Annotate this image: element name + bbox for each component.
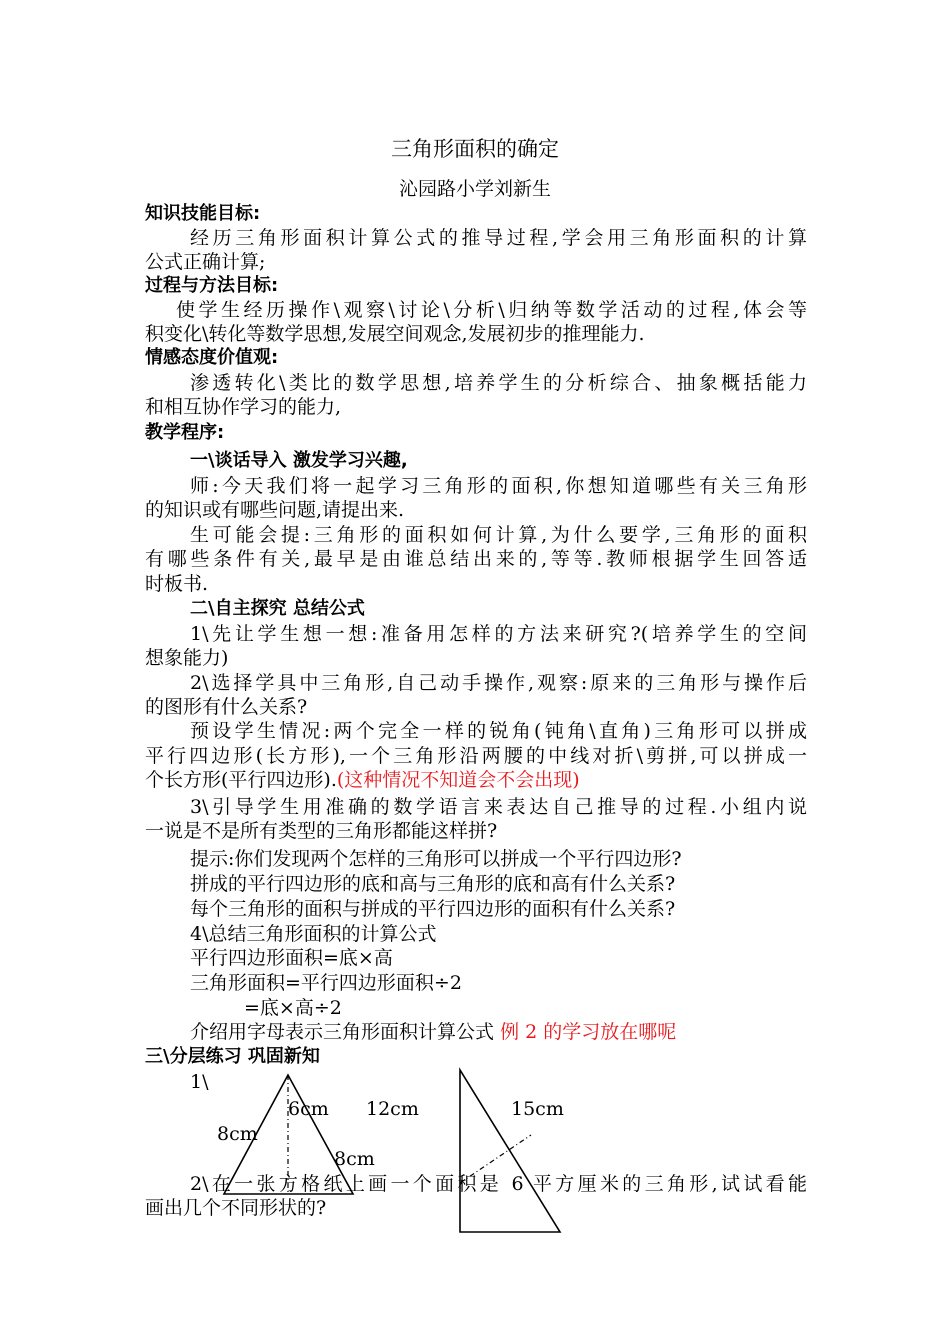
procedure-heading: 教学程序: — [145, 422, 225, 443]
section-3-heading: 三\分层练习 巩固新知 — [145, 1046, 320, 1067]
section-2-heading: 二\自主探究 总结公式 — [190, 598, 365, 619]
s1-p2-line-3: 时板书. — [145, 573, 209, 595]
doc-title: 三角形面积的确定 — [391, 137, 559, 161]
fig2-left-label: 12cm — [366, 1098, 419, 1120]
s2-item2-line-2: 的图形有什么关系? — [145, 696, 308, 718]
emotion-heading: 情感态度价值观: — [145, 347, 279, 368]
annotation-comment: (这种情况不知道会不会出现) — [336, 769, 580, 791]
fig1-height-label: 6cm — [288, 1098, 329, 1120]
emotion-line-2: 和相互协作学习的能力, — [145, 396, 342, 418]
hint-line-2: 拼成的平行四边形的底和高与三角形的底和高有什么关系? — [190, 873, 676, 895]
emotion-line-1: 渗透转化\类比的数学思想,培养学生的分析综合、抽象概括能力 — [190, 372, 807, 394]
intro-text: 介绍用字母表示三角形面积计算公式 — [190, 1021, 495, 1043]
knowledge-line-2: 公式正确计算; — [145, 251, 266, 273]
fig2-right-label: 15cm — [511, 1098, 564, 1120]
knowledge-heading: 知识技能目标: — [145, 203, 261, 224]
s2-item3-line-1: 3\引导学生用准确的数学语言来表达自己推导的过程.小组内说 — [190, 796, 807, 818]
process-line-1: 使学生经历操作\观察\讨论\分析\归纳等数学活动的过程,体会等 — [176, 299, 807, 321]
s1-p2-line-1: 生可能会提:三角形的面积如何计算,为什么要学,三角形的面积 — [190, 524, 807, 546]
question-2-line-1: 2\在一张方格纸上画一个面积是 6 平方厘米的三角形,试试看能 — [190, 1173, 807, 1195]
question-1-label: 1\ — [190, 1071, 209, 1093]
process-line-2: 积变化\转化等数学思想,发展空间观念,发展初步的推理能力. — [145, 323, 645, 345]
s2-item1-line-2: 想象能力) — [145, 647, 229, 669]
s1-p1-line-1: 师:今天我们将一起学习三角形的面积,你想知道哪些有关三角形 — [190, 475, 807, 497]
s2-item2-line-1: 2\选择学具中三角形,自己动手操作,观察:原来的三角形与操作后 — [190, 672, 807, 694]
s2-item4: 4\总结三角形面积的计算公式 — [190, 923, 437, 945]
section-1-heading: 一\谈话导入 激发学习兴趣, — [190, 450, 408, 471]
s2-item3-line-2: 一说是不是所有类型的三角形都能这样拼? — [145, 820, 498, 842]
fig1-base-label: 8cm — [334, 1148, 375, 1170]
s1-p1-line-2: 的知识或有哪些问题,请提出来. — [145, 499, 405, 521]
s2-preset-line-3-text: 个长方形(平行四边形). — [145, 769, 337, 791]
formula-3: =底×高÷2 — [244, 997, 342, 1019]
hint-line-1: 提示:你们发现两个怎样的三角形可以拼成一个平行四边形? — [190, 848, 682, 870]
annotation-note: 例 2 的学习放在哪呢 — [500, 1021, 677, 1043]
s1-p2-line-2: 有哪些条件有关,最早是由谁总结出来的,等等.教师根据学生回答适 — [145, 548, 807, 570]
doc-author: 沁园路小学刘新生 — [398, 178, 551, 200]
formula-1: 平行四边形面积=底×高 — [190, 947, 393, 969]
knowledge-line-1: 经历三角形面积计算公式的推导过程,学会用三角形面积的计算 — [190, 227, 807, 249]
s2-preset-line-2: 平行四边形(长方形),一个三角形沿两腰的中线对折\剪拼,可以拼成一 — [145, 745, 807, 767]
formula-2: 三角形面积=平行四边形面积÷2 — [190, 972, 462, 994]
question-2-line-2: 画出几个不同形状的? — [145, 1197, 327, 1219]
s2-preset-line-1: 预设学生情况:两个完全一样的锐角(钝角\直角)三角形可以拼成 — [190, 720, 807, 742]
fig1-side-label: 8cm — [217, 1123, 258, 1145]
process-heading: 过程与方法目标: — [145, 275, 279, 296]
hint-line-3: 每个三角形的面积与拼成的平行四边形的面积有什么关系? — [190, 898, 676, 920]
s2-item1-line-1: 1\先让学生想一想:准备用怎样的方法来研究?(培养学生的空间 — [190, 623, 807, 645]
